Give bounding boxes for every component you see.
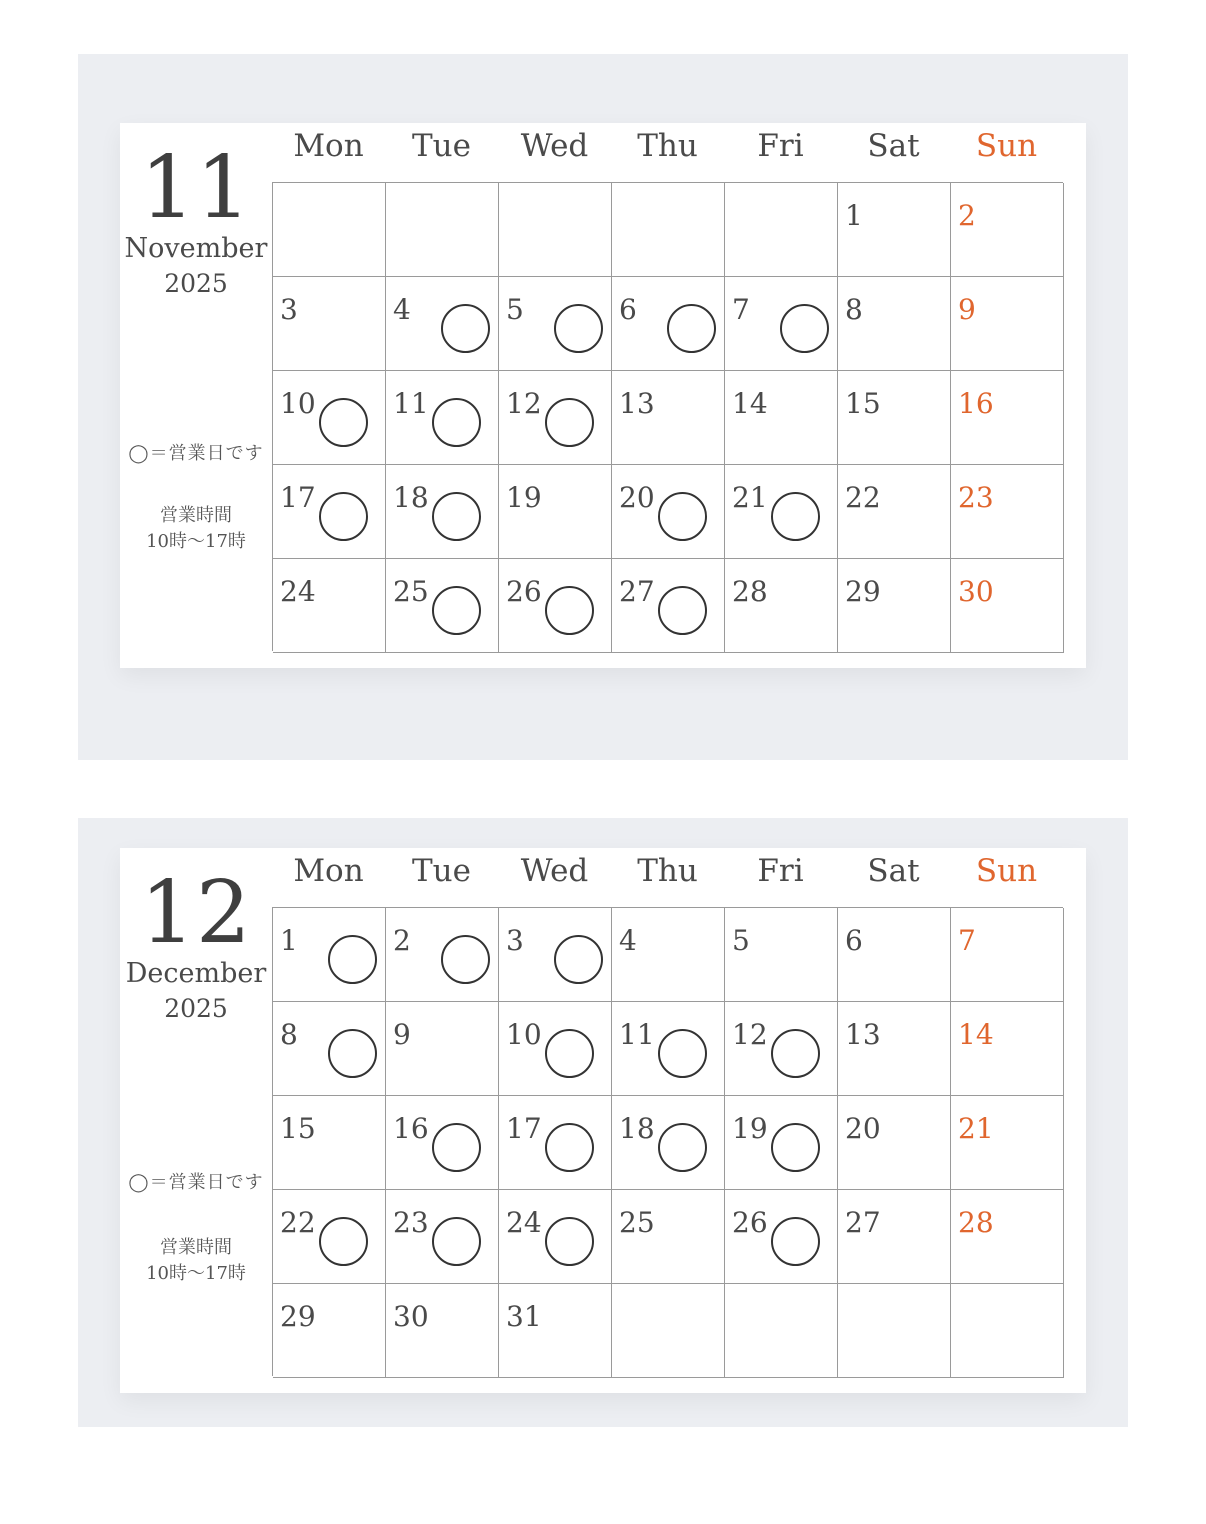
- day-number: 24: [280, 575, 316, 608]
- day-cell: [838, 1190, 951, 1284]
- day-cell: [725, 465, 838, 559]
- day-cell: [499, 1284, 612, 1378]
- business-hours-value: 10時～17時: [146, 531, 246, 552]
- day-cell: [612, 1284, 725, 1378]
- day-cell: [273, 183, 386, 277]
- open-day-circle-icon: [432, 1123, 481, 1172]
- open-day-circle-icon: [545, 1029, 594, 1078]
- open-day-circle-icon: [328, 935, 377, 984]
- day-cell: [838, 1096, 951, 1190]
- weekday-sat: Sat: [867, 128, 920, 164]
- calendar-card: [120, 123, 1086, 668]
- day-number: 14: [732, 387, 768, 420]
- day-cell: [838, 1284, 951, 1378]
- day-cell: [725, 1190, 838, 1284]
- open-day-legend: ◯＝営業日です: [128, 443, 264, 464]
- day-grid: [272, 907, 1063, 1376]
- day-cell: [725, 1002, 838, 1096]
- day-cell: [951, 371, 1064, 465]
- day-cell: [386, 277, 499, 371]
- day-number: 17: [280, 481, 316, 514]
- day-cell: [612, 908, 725, 1002]
- day-cell: [273, 371, 386, 465]
- day-number: 1: [845, 199, 863, 232]
- day-cell: [612, 1096, 725, 1190]
- open-day-circle-icon: [441, 304, 490, 353]
- day-number: 7: [958, 924, 976, 957]
- day-number: 16: [958, 387, 994, 420]
- day-number: 25: [619, 1206, 655, 1239]
- open-day-circle-icon: [554, 304, 603, 353]
- day-cell: [499, 277, 612, 371]
- day-number: 15: [845, 387, 881, 420]
- business-hours-title: 営業時間: [160, 505, 232, 526]
- open-day-circle-icon: [780, 304, 829, 353]
- open-day-circle-icon: [771, 1217, 820, 1266]
- month-year: 2025: [164, 994, 228, 1023]
- day-number: 19: [506, 481, 542, 514]
- day-cell: [951, 1284, 1064, 1378]
- weekday-thu: Thu: [637, 128, 698, 164]
- day-cell: [386, 371, 499, 465]
- day-number: 8: [280, 1018, 298, 1051]
- day-cell: [273, 465, 386, 559]
- day-number: 10: [280, 387, 316, 420]
- day-number: 6: [845, 924, 863, 957]
- open-day-circle-icon: [545, 1123, 594, 1172]
- open-day-circle-icon: [554, 935, 603, 984]
- weekday-mon: Mon: [293, 853, 364, 889]
- day-cell: [386, 1284, 499, 1378]
- day-number: 29: [280, 1300, 316, 1333]
- day-cell: [725, 1284, 838, 1378]
- day-cell: [273, 1284, 386, 1378]
- business-hours: [120, 1235, 272, 1287]
- day-cell: [951, 465, 1064, 559]
- day-cell: [612, 465, 725, 559]
- weekday-tue: Tue: [412, 128, 471, 164]
- day-number: 20: [619, 481, 655, 514]
- day-cell: [386, 183, 499, 277]
- day-number: 9: [393, 1018, 411, 1051]
- day-number: 26: [732, 1206, 768, 1239]
- day-cell: [951, 1190, 1064, 1284]
- day-grid: [272, 182, 1063, 651]
- day-cell: [838, 1002, 951, 1096]
- weekday-fri: Fri: [757, 853, 804, 889]
- day-number: 18: [393, 481, 429, 514]
- day-number: 21: [732, 481, 768, 514]
- day-cell: [499, 559, 612, 653]
- day-cell: [386, 908, 499, 1002]
- day-cell: [612, 559, 725, 653]
- open-day-circle-icon: [667, 304, 716, 353]
- open-day-circle-icon: [432, 398, 481, 447]
- day-cell: [386, 559, 499, 653]
- day-cell: [386, 1096, 499, 1190]
- day-cell: [612, 183, 725, 277]
- day-number: 11: [393, 387, 429, 420]
- day-number: 4: [393, 293, 411, 326]
- day-number: 7: [732, 293, 750, 326]
- day-cell: [273, 1096, 386, 1190]
- day-cell: [612, 1002, 725, 1096]
- day-cell: [951, 559, 1064, 653]
- weekday-wed: Wed: [520, 128, 589, 164]
- open-day-circle-icon: [545, 398, 594, 447]
- day-cell: [838, 908, 951, 1002]
- day-number: 31: [506, 1300, 542, 1333]
- day-cell: [951, 1096, 1064, 1190]
- weekday-mon: Mon: [293, 128, 364, 164]
- weekday-sun: Sun: [975, 128, 1038, 164]
- day-cell: [951, 183, 1064, 277]
- day-number: 28: [958, 1206, 994, 1239]
- day-cell: [951, 1002, 1064, 1096]
- weekday-wed: Wed: [520, 853, 589, 889]
- weekday-sat: Sat: [867, 853, 920, 889]
- day-cell: [273, 277, 386, 371]
- day-number: 23: [958, 481, 994, 514]
- day-cell: [725, 559, 838, 653]
- day-number: 2: [393, 924, 411, 957]
- open-day-circle-icon: [441, 935, 490, 984]
- day-number: 27: [845, 1206, 881, 1239]
- day-number: 9: [958, 293, 976, 326]
- month-year: 2025: [164, 269, 228, 298]
- day-cell: [725, 908, 838, 1002]
- calendar-card: [120, 848, 1086, 1393]
- day-cell: [499, 371, 612, 465]
- day-cell: [951, 277, 1064, 371]
- open-day-circle-icon: [432, 1217, 481, 1266]
- open-day-circle-icon: [545, 1217, 594, 1266]
- open-day-circle-icon: [658, 586, 707, 635]
- day-number: 3: [280, 293, 298, 326]
- day-cell: [499, 465, 612, 559]
- day-cell: [386, 1002, 499, 1096]
- open-day-circle-icon: [771, 1029, 820, 1078]
- day-number: 18: [619, 1112, 655, 1145]
- weekday-fri: Fri: [757, 128, 804, 164]
- day-cell: [273, 1002, 386, 1096]
- day-number: 12: [732, 1018, 768, 1051]
- day-number: 30: [393, 1300, 429, 1333]
- day-number: 10: [506, 1018, 542, 1051]
- open-day-circle-icon: [319, 492, 368, 541]
- day-cell: [838, 277, 951, 371]
- day-number: 22: [280, 1206, 316, 1239]
- calendar-panel-december: [78, 818, 1128, 1427]
- day-cell: [838, 559, 951, 653]
- month-name: December: [125, 958, 267, 989]
- day-number: 19: [732, 1112, 768, 1145]
- weekday-sun: Sun: [975, 853, 1038, 889]
- month-name: November: [124, 233, 268, 264]
- day-cell: [499, 1190, 612, 1284]
- day-number: 17: [506, 1112, 542, 1145]
- day-number: 16: [393, 1112, 429, 1145]
- day-number: 21: [958, 1112, 994, 1145]
- day-number: 30: [958, 575, 994, 608]
- day-number: 5: [732, 924, 750, 957]
- day-number: 12: [506, 387, 542, 420]
- day-cell: [499, 1002, 612, 1096]
- day-number: 2: [958, 199, 976, 232]
- calendar-panel-november: [78, 54, 1128, 760]
- day-cell: [386, 465, 499, 559]
- day-number: 27: [619, 575, 655, 608]
- open-day-circle-icon: [545, 586, 594, 635]
- day-cell: [612, 277, 725, 371]
- open-day-legend: ◯＝営業日です: [128, 1172, 264, 1193]
- open-day-circle-icon: [658, 492, 707, 541]
- day-number: 23: [393, 1206, 429, 1239]
- day-cell: [951, 908, 1064, 1002]
- day-number: 14: [958, 1018, 994, 1051]
- day-number: 29: [845, 575, 881, 608]
- open-day-circle-icon: [432, 492, 481, 541]
- day-number: 24: [506, 1206, 542, 1239]
- day-cell: [386, 1190, 499, 1284]
- day-number: 3: [506, 924, 524, 957]
- open-day-circle-icon: [432, 586, 481, 635]
- day-number: 4: [619, 924, 637, 957]
- day-number: 25: [393, 575, 429, 608]
- day-number: 8: [845, 293, 863, 326]
- business-hours: [120, 503, 272, 555]
- day-cell: [499, 1096, 612, 1190]
- weekday-tue: Tue: [412, 853, 471, 889]
- month-number: 11: [140, 138, 252, 238]
- day-number: 22: [845, 481, 881, 514]
- month-number: 12: [140, 863, 252, 963]
- day-number: 6: [619, 293, 637, 326]
- open-day-circle-icon: [771, 1123, 820, 1172]
- open-day-circle-icon: [771, 492, 820, 541]
- business-hours-value: 10時～17時: [146, 1263, 246, 1284]
- business-hours-title: 営業時間: [160, 1237, 232, 1258]
- day-number: 13: [619, 387, 655, 420]
- day-cell: [725, 1096, 838, 1190]
- day-number: 26: [506, 575, 542, 608]
- day-cell: [273, 1190, 386, 1284]
- weekday-thu: Thu: [637, 853, 698, 889]
- day-cell: [499, 908, 612, 1002]
- open-day-circle-icon: [319, 398, 368, 447]
- day-cell: [838, 465, 951, 559]
- day-number: 20: [845, 1112, 881, 1145]
- day-cell: [838, 371, 951, 465]
- day-cell: [838, 183, 951, 277]
- open-day-circle-icon: [319, 1217, 368, 1266]
- day-cell: [725, 371, 838, 465]
- day-number: 15: [280, 1112, 316, 1145]
- day-number: 13: [845, 1018, 881, 1051]
- open-day-circle-icon: [658, 1123, 707, 1172]
- day-cell: [725, 183, 838, 277]
- day-cell: [725, 277, 838, 371]
- day-number: 28: [732, 575, 768, 608]
- day-cell: [499, 183, 612, 277]
- day-number: 1: [280, 924, 298, 957]
- open-day-circle-icon: [658, 1029, 707, 1078]
- day-number: 11: [619, 1018, 655, 1051]
- day-cell: [273, 559, 386, 653]
- day-cell: [612, 371, 725, 465]
- day-cell: [273, 908, 386, 1002]
- open-day-circle-icon: [328, 1029, 377, 1078]
- day-cell: [612, 1190, 725, 1284]
- day-number: 5: [506, 293, 524, 326]
